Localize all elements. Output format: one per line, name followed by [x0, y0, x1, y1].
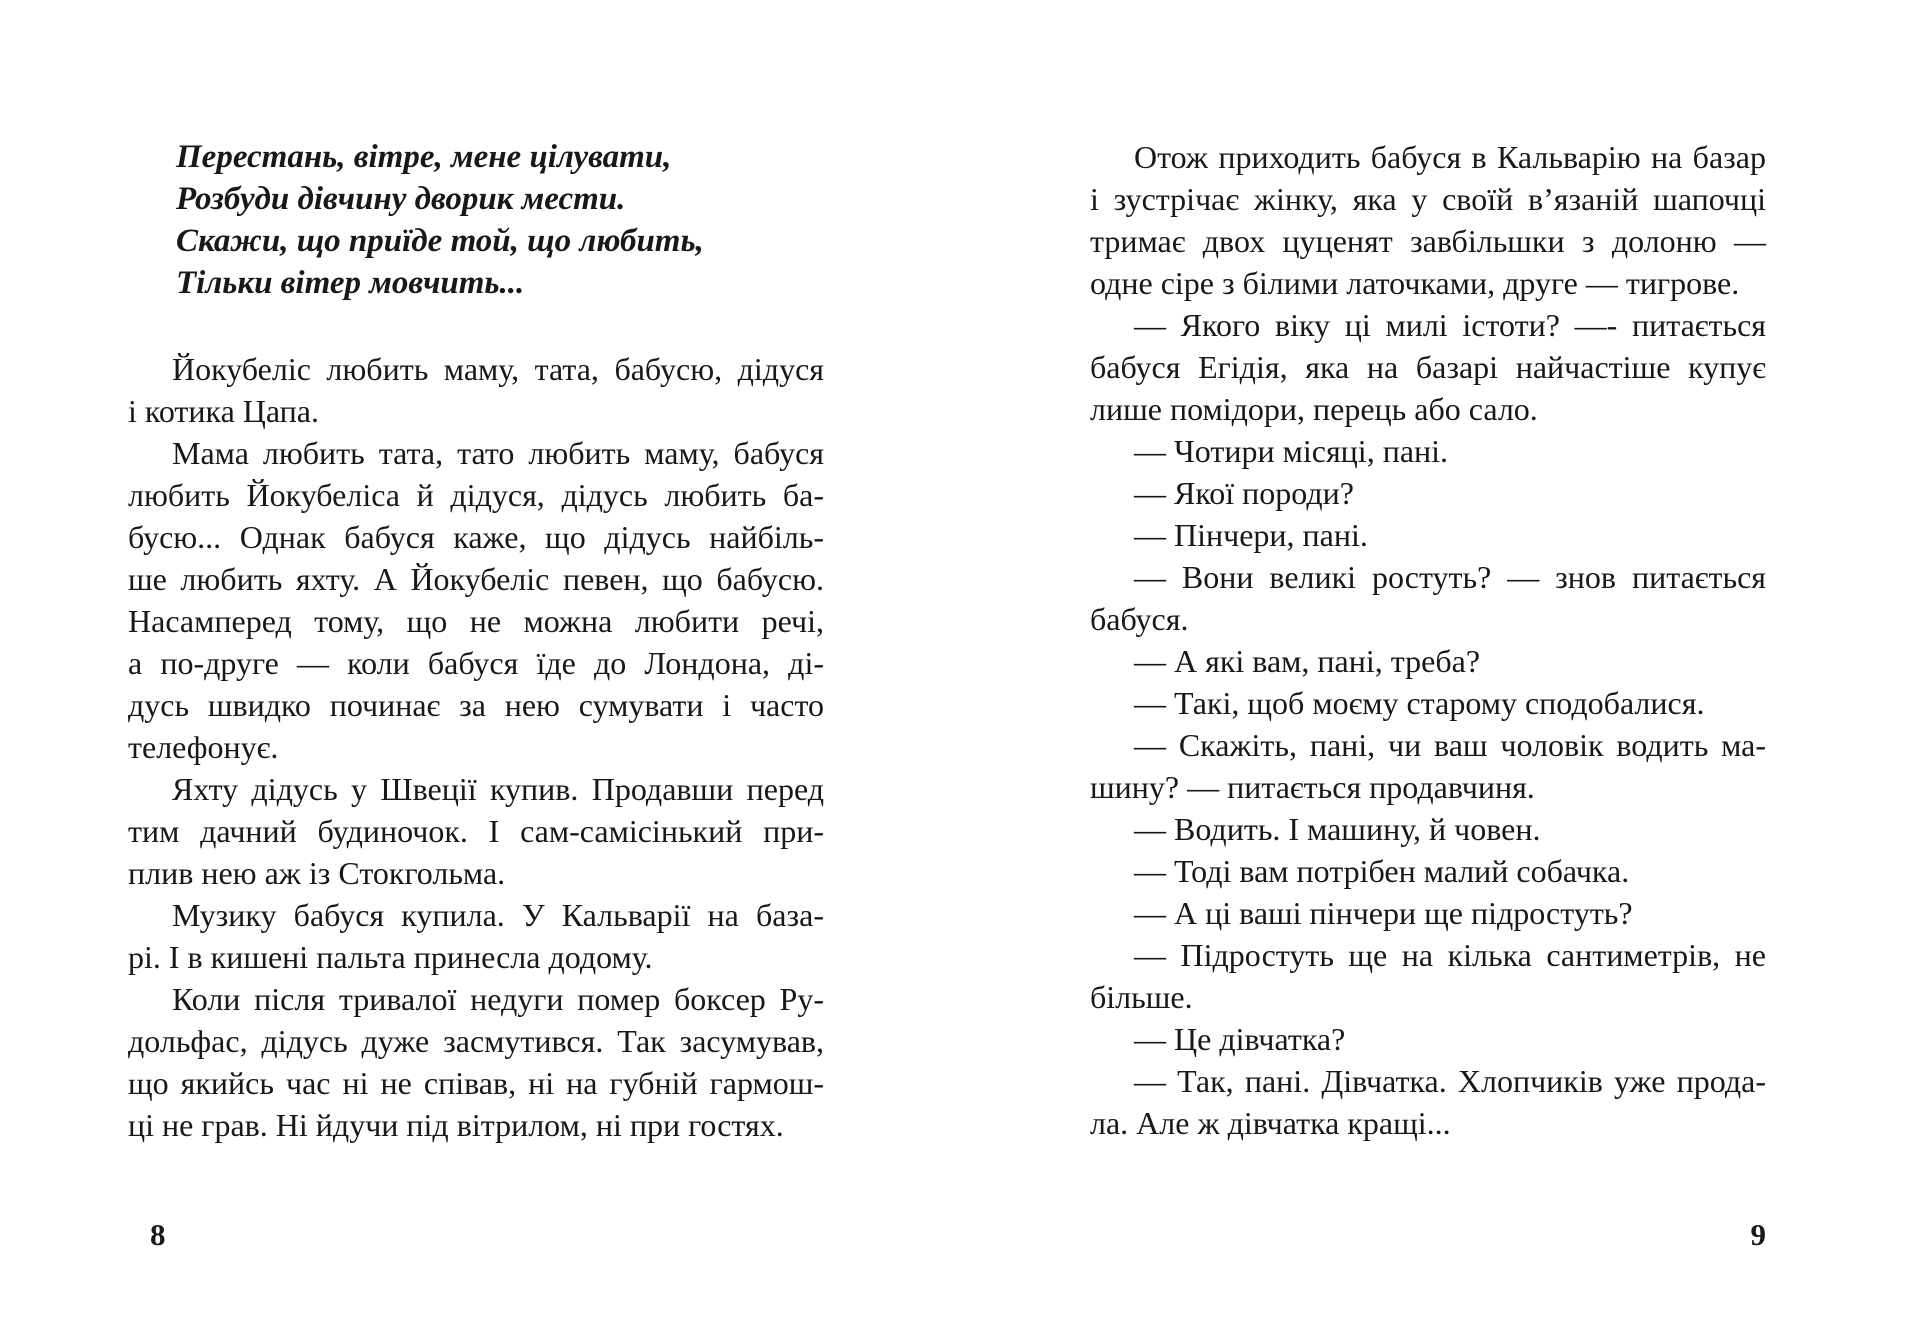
text-line: — Підростуть ще на кілька сантиметрів, не: [1134, 937, 1766, 973]
paragraph-block: [1090, 430, 1766, 472]
text-line: Перестань, вітре, мене цілувати,: [176, 139, 672, 175]
paragraph-block: [1090, 850, 1766, 892]
text-line: — Так, пані. Дівчатка. Хлопчиків уже прода-: [1134, 1063, 1766, 1099]
page-number-left: 8: [150, 1217, 166, 1252]
text-line: — Водить. І машину, й човен.: [1134, 811, 1541, 847]
page-left-text: [128, 136, 824, 1146]
text-line: дусь швидко починає за нею сумувати і часто: [128, 687, 824, 723]
text-line: Розбуди дівчину дворик мести.: [176, 181, 626, 217]
paragraph-block: [1090, 808, 1766, 850]
text-line: — Це дівчатка?: [1134, 1021, 1346, 1057]
text-line: Тільки вітер мовчить...: [176, 265, 525, 301]
text-line: одне сіре з білими латочками, друге — тигрове.: [1090, 265, 1740, 301]
text-line: — Пінчери, пані.: [1134, 517, 1368, 553]
paragraph-block: [1090, 682, 1766, 724]
paragraph-block: [1090, 556, 1766, 640]
paragraph-block: [1090, 472, 1766, 514]
text-line: Коли після тривалої недуги помер боксер Ру-: [172, 981, 824, 1017]
paragraph-block: [1090, 514, 1766, 556]
text-line: — Такі, щоб моєму старому сподобалися.: [1134, 685, 1705, 721]
text-line: Отож приходить бабуся в Кальварію на базар: [1134, 139, 1766, 175]
text-line: — Якого віку ці милі істоти? —- питається: [1134, 307, 1766, 343]
text-line: — А ці ваші пінчери ще підростуть?: [1134, 895, 1633, 931]
text-line: дольфас, дідусь дуже засмутився. Так засумував,: [128, 1023, 824, 1059]
text-line: Музику бабуся купила. У Кальварії на база-: [172, 897, 824, 933]
text-line: Йокубеліс любить маму, тата, бабусю, дідуся: [172, 351, 824, 387]
poem-block: [176, 136, 824, 304]
text-line: — А які вам, пані, треба?: [1134, 643, 1481, 679]
text-line: Яхту дідусь у Швеції купив. Продавши перед: [172, 771, 824, 807]
text-line: бусю... Однак бабуся каже, що дідусь найбіль-: [128, 519, 824, 555]
text-line: і котика Цапа.: [128, 393, 319, 429]
text-line: лише помідори, перець або сало.: [1090, 391, 1538, 427]
text-line: Насамперед тому, що не можна любити речі,: [128, 603, 824, 639]
text-line: шину? — питається продавчиня.: [1090, 769, 1535, 805]
page-right: [960, 0, 1920, 1338]
paragraph-block: [1090, 724, 1766, 808]
paragraph-block: [128, 348, 824, 432]
text-line: ше любить яхту. А Йокубеліс певен, що бабусю.: [128, 561, 824, 597]
text-line: рі. І в кишені пальта принесла додому.: [128, 939, 653, 975]
text-line: тим дачний будиночок. І сам-самісінький при-: [128, 813, 824, 849]
paragraph-block: [1090, 1018, 1766, 1060]
page-number-right: 9: [1750, 1217, 1766, 1252]
text-line: ла. Але ж дівчатка кращі...: [1090, 1105, 1451, 1141]
text-line: — Скажіть, пані, чи ваш чоловік водить ма-: [1134, 727, 1766, 763]
text-line: а по-друге — коли бабуся їде до Лондона, ді-: [128, 645, 824, 681]
paragraph-block: [1090, 640, 1766, 682]
text-line: тримає двох цуценят завбільшки з долоню —: [1090, 223, 1766, 259]
text-line: — Тоді вам потрібен малий собачка.: [1134, 853, 1630, 889]
paragraph-block: [128, 768, 824, 894]
page-right-text: [1090, 136, 1766, 1144]
paragraph-block: [128, 894, 824, 978]
text-line: Скажи, що приїде той, що любить,: [176, 223, 704, 259]
paragraph-block: [128, 978, 824, 1146]
paragraph-block: [1090, 934, 1766, 1018]
paragraph-block: [1090, 1060, 1766, 1144]
text-line: і зустрічає жінку, яка у своїй в’язаній шапочці: [1090, 181, 1766, 217]
text-line: більше.: [1090, 979, 1193, 1015]
text-line: бабуся.: [1090, 601, 1189, 637]
text-line: Мама любить тата, тато любить маму, бабуся: [172, 435, 824, 471]
text-line: — Якої породи?: [1134, 475, 1354, 511]
text-line: любить Йокубеліса й дідуся, дідусь любить ба-: [128, 477, 824, 513]
text-line: телефонує.: [128, 729, 279, 765]
text-line: ці не грав. Ні йдучи під вітрилом, ні при гостях.: [128, 1107, 784, 1143]
paragraph-block: [1090, 892, 1766, 934]
paragraph-block: [128, 432, 824, 768]
paragraph-block: [1090, 136, 1766, 304]
text-line: — Вони великі ростуть? — знов питається: [1134, 559, 1766, 595]
text-line: плив нею аж із Стокгольма.: [128, 855, 506, 891]
text-line: що якийсь час ні не співав, ні на губній гармош-: [128, 1065, 824, 1101]
text-line: бабуся Егідія, яка на базарі найчастіше купує: [1090, 349, 1766, 385]
paragraph-block: [1090, 304, 1766, 430]
text-line: — Чотири місяці, пані.: [1134, 433, 1449, 469]
